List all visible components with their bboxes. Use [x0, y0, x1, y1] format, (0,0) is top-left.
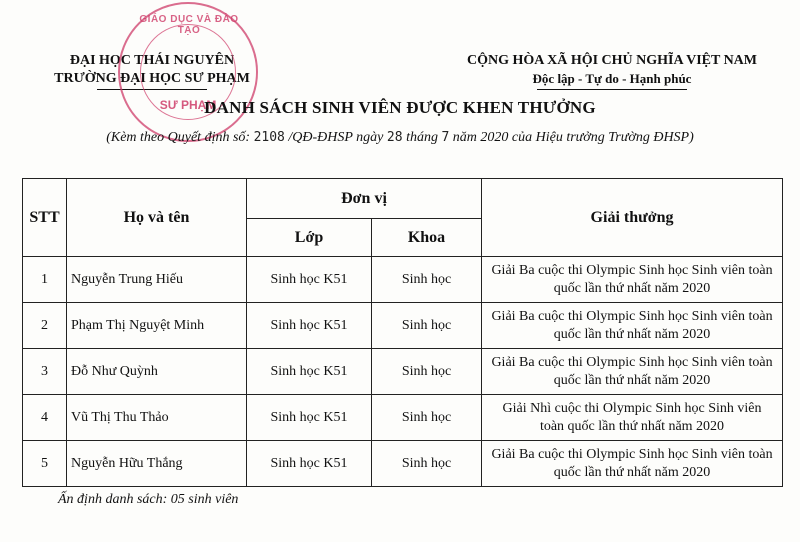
motto: Độc lập - Tự do - Hạnh phúc — [532, 71, 692, 86]
subtitle-mid2: tháng — [406, 130, 438, 145]
seal-top-text: GIÁO DỤC VÀ ĐÀO TẠO — [139, 14, 239, 36]
row-award — [482, 303, 783, 349]
row-stt: 5 — [23, 441, 67, 487]
header-unit: Đơn vị — [247, 179, 482, 219]
row-award — [482, 395, 783, 441]
official-seal-icon — [118, 2, 258, 142]
award-line1: Giải Nhì cuộc thi Olympic Sinh học Sinh viên — [502, 400, 762, 416]
row-name: Phạm Thị Nguyệt Minh — [67, 303, 247, 349]
row-stt: 4 — [23, 395, 67, 441]
table-row — [23, 395, 783, 441]
row-name: Vũ Thị Thu Thảo — [67, 395, 247, 441]
row-class: Sinh học K51 — [247, 257, 372, 303]
subtitle-mid1: /QĐ-ĐHSP ngày — [288, 130, 384, 145]
row-award — [482, 257, 783, 303]
decision-day: 28 — [386, 130, 403, 145]
footer-note: Ấn định danh sách: 05 sinh viên — [58, 492, 239, 507]
org-line2: TRƯỜNG ĐẠI HỌC SƯ PHẠM — [54, 71, 250, 86]
award-line2: quốc lần thứ nhất năm 2020 — [553, 464, 711, 480]
seal-center-text: SƯ PHẠM — [159, 98, 217, 112]
award-line2: toàn quốc lần thứ nhất năm 2020 — [539, 418, 725, 434]
row-faculty: Sinh học — [372, 395, 482, 441]
row-faculty: Sinh học — [372, 349, 482, 395]
row-name: Đỗ Như Quỳnh — [67, 349, 247, 395]
row-stt: 3 — [23, 349, 67, 395]
row-class: Sinh học K51 — [247, 441, 372, 487]
subtitle-prefix: (Kèm theo Quyết định số: — [106, 130, 251, 145]
award-line2: quốc lần thứ nhất năm 2020 — [553, 326, 711, 342]
row-class: Sinh học K51 — [247, 303, 372, 349]
decision-month: 7 — [441, 130, 450, 145]
header-award: Giải thưởng — [482, 179, 783, 257]
table-row — [23, 257, 783, 303]
awards-table — [22, 178, 783, 487]
award-line1: Giải Ba cuộc thi Olympic Sinh học Sinh viên toàn — [491, 262, 773, 278]
motto-underline — [537, 89, 687, 90]
table-row — [23, 441, 783, 487]
country-line: CỘNG HÒA XÃ HỘI CHỦ NGHĨA VIỆT NAM — [466, 53, 757, 68]
header-faculty: Khoa — [372, 219, 482, 257]
document-title: DANH SÁCH SINH VIÊN ĐƯỢC KHEN THƯỞNG — [204, 98, 596, 117]
decision-number: 2108 — [253, 130, 285, 145]
row-faculty: Sinh học — [372, 303, 482, 349]
row-award — [482, 441, 783, 487]
award-line2: quốc lần thứ nhất năm 2020 — [553, 280, 711, 296]
row-stt: 1 — [23, 257, 67, 303]
award-line2: quốc lần thứ nhất năm 2020 — [553, 372, 711, 388]
header-class: Lớp — [247, 219, 372, 257]
row-name: Nguyễn Trung Hiếu — [67, 257, 247, 303]
org-line1: ĐẠI HỌC THÁI NGUYÊN — [69, 53, 235, 68]
row-class: Sinh học K51 — [247, 395, 372, 441]
table-row — [23, 349, 783, 395]
header-name: Họ và tên — [67, 179, 247, 257]
award-line1: Giải Ba cuộc thi Olympic Sinh học Sinh viên toàn — [491, 354, 773, 370]
award-line1: Giải Ba cuộc thi Olympic Sinh học Sinh viên toàn — [491, 446, 773, 462]
award-line1: Giải Ba cuộc thi Olympic Sinh học Sinh viên toàn — [491, 308, 773, 324]
row-stt: 2 — [23, 303, 67, 349]
row-class: Sinh học K51 — [247, 349, 372, 395]
row-award — [482, 349, 783, 395]
row-faculty: Sinh học — [372, 257, 482, 303]
table-row — [23, 303, 783, 349]
document-subtitle — [0, 130, 800, 146]
subtitle-suffix: năm 2020 của Hiệu trưởng Trường ĐHSP) — [452, 130, 694, 145]
national-header — [444, 52, 780, 90]
row-name: Nguyễn Hữu Thắng — [67, 441, 247, 487]
row-faculty: Sinh học — [372, 441, 482, 487]
header-stt: STT — [23, 179, 67, 257]
